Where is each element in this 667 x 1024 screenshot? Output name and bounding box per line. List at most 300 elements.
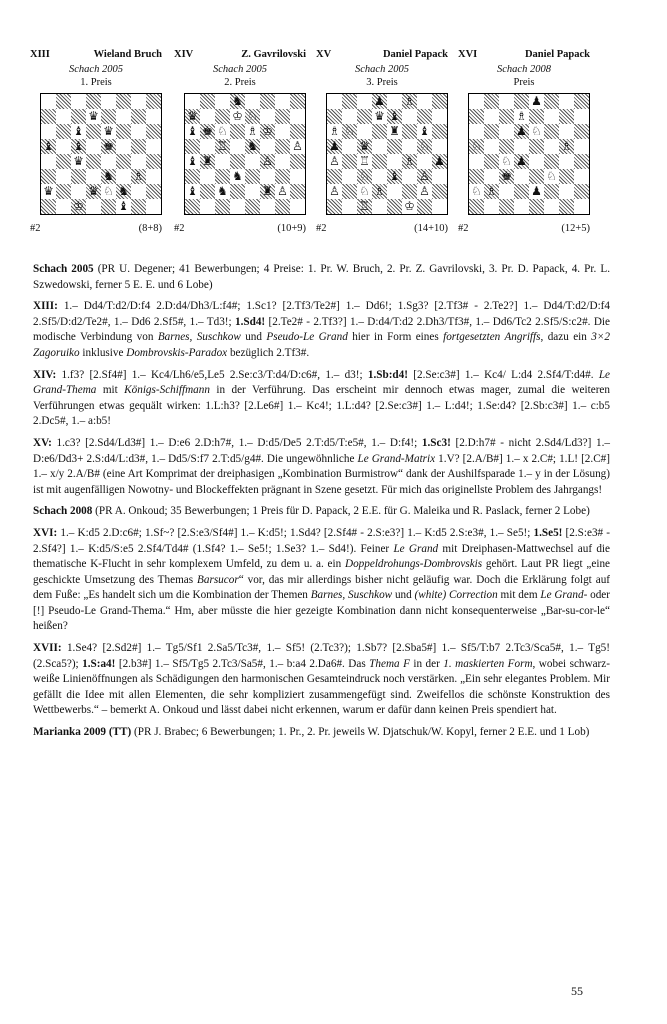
- board-square: [499, 139, 514, 154]
- board-square: [372, 169, 387, 184]
- board-square: [146, 169, 161, 184]
- board-square: [327, 184, 342, 199]
- problem-award: 1. Preis: [80, 77, 112, 88]
- board-square: [387, 94, 402, 109]
- problem-source: Schach 2005: [213, 64, 267, 75]
- chess-piece: ♗: [374, 184, 385, 198]
- board-square: [417, 154, 432, 169]
- board-square: [499, 154, 514, 169]
- chess-board: [40, 93, 162, 215]
- chess-piece: ♘: [217, 124, 228, 138]
- board-square: [574, 199, 589, 214]
- problem-header: [316, 49, 448, 63]
- piece-count: (10+9): [277, 223, 306, 234]
- board-square: [499, 199, 514, 214]
- board-square: [101, 109, 116, 124]
- board-square: [290, 109, 305, 124]
- board-square: [146, 184, 161, 199]
- board-square: [101, 169, 116, 184]
- board-square: [185, 184, 200, 199]
- chess-piece: ♟: [374, 94, 385, 108]
- chess-piece: ♝: [187, 154, 198, 168]
- chess-piece: ♖: [359, 199, 370, 213]
- board-square: [200, 184, 215, 199]
- board-square: [544, 139, 559, 154]
- board-square: [131, 124, 146, 139]
- board-square: [372, 184, 387, 199]
- board-square: [56, 184, 71, 199]
- board-square: [185, 169, 200, 184]
- problem-xvi: [458, 49, 590, 234]
- board-square: [544, 109, 559, 124]
- board-square: [387, 109, 402, 124]
- paragraph: Schach 2005 (PR U. Degener; 41 Bewerbungen; 4 Preise: 1. Pr. W. Bruch, 2. Pr. Z. Gavrilovski, 3. Pr. D. Papack, 4. Pr. L. Szwedowski, ferner 5 E. E. und 6 Lobe): [33, 263, 610, 291]
- chess-piece: ♗: [486, 184, 497, 198]
- board-square: [275, 169, 290, 184]
- board-square: [185, 154, 200, 169]
- board-square: [342, 94, 357, 109]
- board-square: [290, 139, 305, 154]
- board-square: [387, 184, 402, 199]
- board-square: [245, 169, 260, 184]
- chess-piece: ♔: [262, 124, 273, 138]
- board-square: [71, 94, 86, 109]
- board-square: [514, 139, 529, 154]
- board-square: [71, 199, 86, 214]
- problem-award: Preis: [513, 77, 535, 88]
- board-square: [131, 199, 146, 214]
- chess-piece: ♛: [88, 184, 99, 198]
- chess-piece: ♙: [329, 184, 340, 198]
- board-square: [101, 199, 116, 214]
- board-square: [71, 184, 86, 199]
- problem-source: Schach 2008: [497, 64, 551, 75]
- board-square: [529, 94, 544, 109]
- chess-piece: ♛: [73, 154, 84, 168]
- piece-count: (8+8): [138, 223, 162, 234]
- board-square: [417, 109, 432, 124]
- board-square: [290, 94, 305, 109]
- board-square: [41, 109, 56, 124]
- chess-piece: ♖: [359, 154, 370, 168]
- board-square: [469, 109, 484, 124]
- board-square: [146, 94, 161, 109]
- board-square: [372, 139, 387, 154]
- chess-piece: ♞: [247, 139, 258, 153]
- board-square: [41, 124, 56, 139]
- board-square: [499, 169, 514, 184]
- board-square: [71, 124, 86, 139]
- problem-author: Daniel Papack: [382, 49, 448, 60]
- board-square: [327, 169, 342, 184]
- board-square: [260, 124, 275, 139]
- board-square: [230, 184, 245, 199]
- board-square: [41, 94, 56, 109]
- problem-award: 2. Preis: [224, 77, 256, 88]
- page-number: 55: [571, 984, 583, 998]
- board-square: [402, 139, 417, 154]
- problem-header: [458, 49, 590, 63]
- board-square: [215, 154, 230, 169]
- board-square: [146, 139, 161, 154]
- board-square: [514, 94, 529, 109]
- board-square: [559, 139, 574, 154]
- board-square: [342, 109, 357, 124]
- board-square: [529, 169, 544, 184]
- board-square: [484, 109, 499, 124]
- chess-piece: ♔: [73, 199, 84, 213]
- board-square: [544, 154, 559, 169]
- board-square: [499, 124, 514, 139]
- board-square: [469, 154, 484, 169]
- board-square: [131, 94, 146, 109]
- board-square: [514, 169, 529, 184]
- board-square: [432, 124, 447, 139]
- chess-piece: ♙: [419, 169, 430, 183]
- stipulation: #2: [458, 223, 469, 234]
- chess-piece: ♛: [43, 184, 54, 198]
- board-square: [402, 184, 417, 199]
- board-square: [514, 109, 529, 124]
- board-square: [260, 169, 275, 184]
- board-square: [86, 184, 101, 199]
- chess-piece: ♗: [516, 109, 527, 123]
- board-square: [387, 169, 402, 184]
- board-square: [559, 94, 574, 109]
- board-square: [275, 109, 290, 124]
- board-square: [101, 124, 116, 139]
- chess-piece: ♘: [471, 184, 482, 198]
- board-square: [544, 199, 559, 214]
- board-square: [131, 154, 146, 169]
- board-square: [146, 109, 161, 124]
- board-square: [200, 139, 215, 154]
- board-square: [327, 154, 342, 169]
- board-square: [484, 169, 499, 184]
- board-square: [185, 94, 200, 109]
- board-square: [290, 154, 305, 169]
- board-square: [230, 199, 245, 214]
- board-square: [230, 109, 245, 124]
- paragraph: XV: 1.c3? [2.Sd4/Ld3#] 1.– D:e6 2.D:h7#, 1.– D:d5/De5 2.T:d5/T:e5#, 1.– D:f4!; 1.Sc3! [2.D:h7# - nicht 2.Sd4/Ld3?] 1.– D:e6/Dd3+ 2.S:d4/L:d3#, 1.– Dd5/S:f7 2.T:d5/g4#. Die ungewöhnliche Le Grand-Matrix 1.V? [2.A/B#] 1.– x 2.C#; 1.L! [2.C#] 1.– x/y 2.A/B# (eine Art Komprimat der dreiphasigen „Kombination Burmistrow“ dank der Aushilfsparade 1.– y in der Lösung) ist mit augenfälligen Nowotny- und Blockeffekten prägnant in Szene gesetzt. Für mich das originellste Problem des Jahrgangs!: [33, 436, 610, 496]
- board-square: [260, 154, 275, 169]
- board-square: [529, 184, 544, 199]
- board-square: [514, 199, 529, 214]
- board-square: [116, 124, 131, 139]
- board-square: [574, 184, 589, 199]
- board-square: [41, 139, 56, 154]
- board-square: [230, 139, 245, 154]
- board-square: [71, 109, 86, 124]
- board-square: [529, 109, 544, 124]
- board-square: [275, 94, 290, 109]
- board-square: [559, 154, 574, 169]
- board-square: [544, 169, 559, 184]
- board-square: [499, 94, 514, 109]
- board-square: [116, 139, 131, 154]
- chess-piece: ♘: [471, 139, 482, 153]
- board-square: [200, 169, 215, 184]
- board-square: [417, 199, 432, 214]
- board-square: [245, 124, 260, 139]
- chess-piece: ♗: [561, 139, 572, 153]
- paragraph: XIV: 1.f3? [2.Sf4#] 1.– Kc4/Lh6/e5,Le5 2.Se:c3/T:d4/D:c6#, 1.– d3!; 1.Sb:d4! [2.Se:c3#] 1.– Kc4/ L:d4 2.Sf4/T:d4#. Le Grand-Thema mit Königs-Schiffmann in der Verführung. Das erscheint mir dennoch etwas mager, zumal die weiteren Verführungen etwas gequält wirken: 1.L:h3? [2.Le6#] 1.– Kc4!; 1.L:d4? [2.Se:c3#] 1.– L:d4!; 1.Se:d4? [2.Sb:c3#] 1.– c:b5 2.Dc5#, 1.– a:b5!: [33, 368, 610, 428]
- board-square: [574, 109, 589, 124]
- problem-number: XIV: [174, 49, 194, 60]
- board-square: [357, 124, 372, 139]
- board-square: [402, 109, 417, 124]
- board-square: [514, 124, 529, 139]
- board-square: [342, 154, 357, 169]
- piece-count: (14+10): [414, 223, 448, 234]
- chess-piece: ♞: [232, 94, 243, 108]
- chess-piece: ♘: [344, 124, 355, 138]
- board-square: [131, 139, 146, 154]
- board-square: [387, 124, 402, 139]
- problem-source: Schach 2005: [355, 64, 409, 75]
- board-square: [215, 124, 230, 139]
- chess-piece: ♜: [202, 154, 213, 168]
- board-square: [402, 94, 417, 109]
- chess-piece: ♗: [404, 94, 415, 108]
- board-square: [327, 124, 342, 139]
- board-square: [402, 199, 417, 214]
- board-square: [41, 154, 56, 169]
- board-square: [559, 109, 574, 124]
- board-square: [56, 169, 71, 184]
- board-square: [342, 124, 357, 139]
- board-square: [215, 94, 230, 109]
- board-square: [529, 124, 544, 139]
- board-square: [56, 154, 71, 169]
- board-square: [116, 109, 131, 124]
- board-square: [574, 154, 589, 169]
- board-square: [402, 124, 417, 139]
- problem-award: 3. Preis: [366, 77, 398, 88]
- chess-piece: ♟: [516, 124, 527, 138]
- problem-author: Daniel Papack: [524, 49, 590, 60]
- chess-piece: ♘: [103, 184, 114, 198]
- chess-piece: ♞: [217, 184, 228, 198]
- board-square: [101, 154, 116, 169]
- board-square: [432, 139, 447, 154]
- board-square: [484, 124, 499, 139]
- board-square: [86, 94, 101, 109]
- chess-piece: ♛: [374, 109, 385, 123]
- board-square: [41, 169, 56, 184]
- chess-piece: ♖: [217, 139, 228, 153]
- chess-piece: ♙: [292, 139, 303, 153]
- board-square: [56, 109, 71, 124]
- paragraph: XVII: 1.Se4? [2.Sd2#] 1.– Tg5/Sf1 2.Sa5/Tc3#, 1.– Sf5! (2.Tc3?); 1.Sb7? [2.Sba5#] 1.– Sf5/T:b7 2.Tc3/Sca5#, 1.– Tg5! (2.Sca5?); 1.S:a4! [2.b3#] 1.– Sf5/Tg5 2.Tc3/Sa5#, 1.– b:a4 2.Da6#. Das Thema F in der 1. maskierten Form, wobei schwarz-weiße Linienöffnungen als Schädigungen den harmonischen Gesamteindruck noch verstärken. „Ein sehr elegantes Problem. Mir gefällt die Idee mit allen Elementen, die sehr kompliziert zusammengefügt sind. Zweifellos die schönste Konstruktion des Wettbewerbs.“ – bemerkt A. Onkoud und lässt dabei nicht erkennen, warum er dafür dann keinen Preis spendiert hat.: [33, 642, 610, 717]
- board-square: [469, 184, 484, 199]
- board-square: [432, 94, 447, 109]
- board-square: [372, 199, 387, 214]
- board-square: [215, 109, 230, 124]
- paragraph: Marianka 2009 (TT) (PR J. Brabec; 6 Bewerbungen; 1. Pr., 2. Pr. jeweils W. Djatschuk/W. Kopyl, ferner 2 E.E. und 1 Lob): [33, 726, 590, 739]
- board-square: [101, 184, 116, 199]
- chess-piece: ♙: [329, 154, 340, 168]
- chess-board: [326, 93, 448, 215]
- chess-piece: ♝: [73, 124, 84, 138]
- chess-piece: ♟: [434, 154, 445, 168]
- board-square: [86, 169, 101, 184]
- board-square: [327, 109, 342, 124]
- board-square: [499, 109, 514, 124]
- board-square: [56, 139, 71, 154]
- problem-header: [30, 49, 162, 63]
- board-square: [574, 169, 589, 184]
- board-square: [230, 169, 245, 184]
- board-square: [116, 169, 131, 184]
- board-square: [245, 154, 260, 169]
- board-square: [86, 199, 101, 214]
- board-square: [41, 199, 56, 214]
- board-square: [357, 184, 372, 199]
- board-square: [432, 184, 447, 199]
- board-square: [432, 169, 447, 184]
- chess-board: [468, 93, 590, 215]
- chess-piece: ♝: [73, 139, 84, 153]
- board-square: [529, 199, 544, 214]
- board-square: [402, 169, 417, 184]
- board-square: [245, 109, 260, 124]
- board-square: [469, 169, 484, 184]
- board-square: [469, 139, 484, 154]
- board-square: [116, 154, 131, 169]
- board-square: [574, 139, 589, 154]
- diagram-row: [30, 49, 590, 249]
- board-square: [41, 184, 56, 199]
- board-square: [260, 94, 275, 109]
- chess-piece: ♚: [501, 169, 512, 183]
- chess-piece: ♛: [88, 109, 99, 123]
- problem-header: [174, 49, 306, 63]
- chess-piece: ♘: [501, 154, 512, 168]
- board-square: [559, 169, 574, 184]
- board-square: [357, 199, 372, 214]
- board-square: [469, 199, 484, 214]
- board-square: [71, 169, 86, 184]
- board-square: [275, 139, 290, 154]
- board-square: [215, 199, 230, 214]
- board-square: [245, 139, 260, 154]
- board-square: [469, 124, 484, 139]
- board-square: [86, 124, 101, 139]
- problem-source: Schach 2005: [69, 64, 123, 75]
- board-square: [357, 109, 372, 124]
- board-square: [290, 124, 305, 139]
- problem-xiv: [174, 49, 306, 234]
- article-body: [33, 262, 610, 747]
- board-square: [260, 109, 275, 124]
- chess-piece: ♚: [103, 139, 114, 153]
- board-square: [544, 124, 559, 139]
- board-square: [230, 154, 245, 169]
- board-square: [327, 94, 342, 109]
- board-square: [529, 139, 544, 154]
- board-square: [146, 124, 161, 139]
- board-square: [432, 199, 447, 214]
- chess-piece: ♗: [404, 154, 415, 168]
- board-square: [290, 199, 305, 214]
- board-square: [559, 184, 574, 199]
- chess-piece: ♛: [187, 109, 198, 123]
- board-square: [56, 94, 71, 109]
- board-square: [185, 124, 200, 139]
- board-square: [342, 199, 357, 214]
- board-square: [245, 94, 260, 109]
- chess-piece: ♘: [359, 184, 370, 198]
- chess-piece: ♔: [404, 199, 415, 213]
- chess-piece: ♟: [329, 139, 340, 153]
- chess-piece: ♙: [277, 184, 288, 198]
- chess-piece: ♛: [359, 139, 370, 153]
- board-square: [387, 199, 402, 214]
- chess-piece: ♞: [118, 184, 129, 198]
- chess-piece: ♘: [531, 124, 542, 138]
- board-square: [275, 184, 290, 199]
- board-square: [260, 184, 275, 199]
- board-square: [417, 184, 432, 199]
- problem-number: XV: [316, 49, 332, 60]
- board-square: [484, 94, 499, 109]
- board-square: [544, 184, 559, 199]
- board-square: [200, 124, 215, 139]
- stipulation: #2: [30, 223, 41, 234]
- board-square: [116, 199, 131, 214]
- chess-board: [184, 93, 306, 215]
- board-square: [574, 94, 589, 109]
- board-square: [342, 139, 357, 154]
- paragraph: XVI: 1.– K:d5 2.D:c6#; 1.Sf~? [2.S:e3/Sf4#] 1.– K:d5!; 1.Sd4? [2.Sf4# - 2.S:e3?] 1.– K:d5 2.S:e3#, 1.– Se5!; 1.Se5! [2.S:e3# - 2.Sf4?] 1.– K:d5/S:e5 2.Sf4/Td4# (1.Sf4? 1.– Se5!; 1.Se3? 1.– Sd4!). Feiner Le Grand mit Dreiphasen-Mattwechsel auf die thematische K-Flucht in sehr komplexem Umfeld, zu dem u. a. ein Doppeldrohungs-Dombrovskis gehört. Laut PR liegt „eine geschickte Umsetzung des Themas Barsucor“ vor, das mir allerdings bisher nicht geläufig war. Doch die Erklärung folgt auf dem Fuße: „Es handelt sich um die Kombination der Themen Barnes, Suschkow und (white) Correction mit dem Le Grand- oder [!] Pseudo-Le Grand-Thema.“ Hm, aber müsste die hier gezeigte Kombination dann nicht konsequenterweise „Bar-su-cor-le“ heißen?: [33, 526, 611, 633]
- board-square: [71, 139, 86, 154]
- chess-piece: ♝: [389, 169, 400, 183]
- board-square: [290, 169, 305, 184]
- chess-piece: ♔: [232, 109, 243, 123]
- board-square: [101, 94, 116, 109]
- chess-piece: ♗: [329, 124, 340, 138]
- board-square: [200, 94, 215, 109]
- chess-piece: ♜: [262, 184, 273, 198]
- board-square: [514, 184, 529, 199]
- board-square: [260, 199, 275, 214]
- board-square: [56, 124, 71, 139]
- board-square: [86, 109, 101, 124]
- board-square: [357, 154, 372, 169]
- board-square: [215, 169, 230, 184]
- board-square: [417, 169, 432, 184]
- board-square: [372, 94, 387, 109]
- board-square: [71, 154, 86, 169]
- board-square: [372, 154, 387, 169]
- board-square: [200, 154, 215, 169]
- chess-piece: ♟: [516, 154, 527, 168]
- board-square: [417, 124, 432, 139]
- board-square: [544, 94, 559, 109]
- problem-number: XVI: [458, 49, 478, 60]
- board-square: [574, 124, 589, 139]
- board-square: [559, 199, 574, 214]
- board-square: [200, 199, 215, 214]
- board-square: [230, 94, 245, 109]
- board-square: [131, 184, 146, 199]
- chess-piece: ♘: [359, 169, 370, 183]
- chess-piece: ♘: [546, 169, 557, 183]
- chess-piece: ♝: [187, 124, 198, 138]
- board-square: [559, 124, 574, 139]
- board-square: [387, 139, 402, 154]
